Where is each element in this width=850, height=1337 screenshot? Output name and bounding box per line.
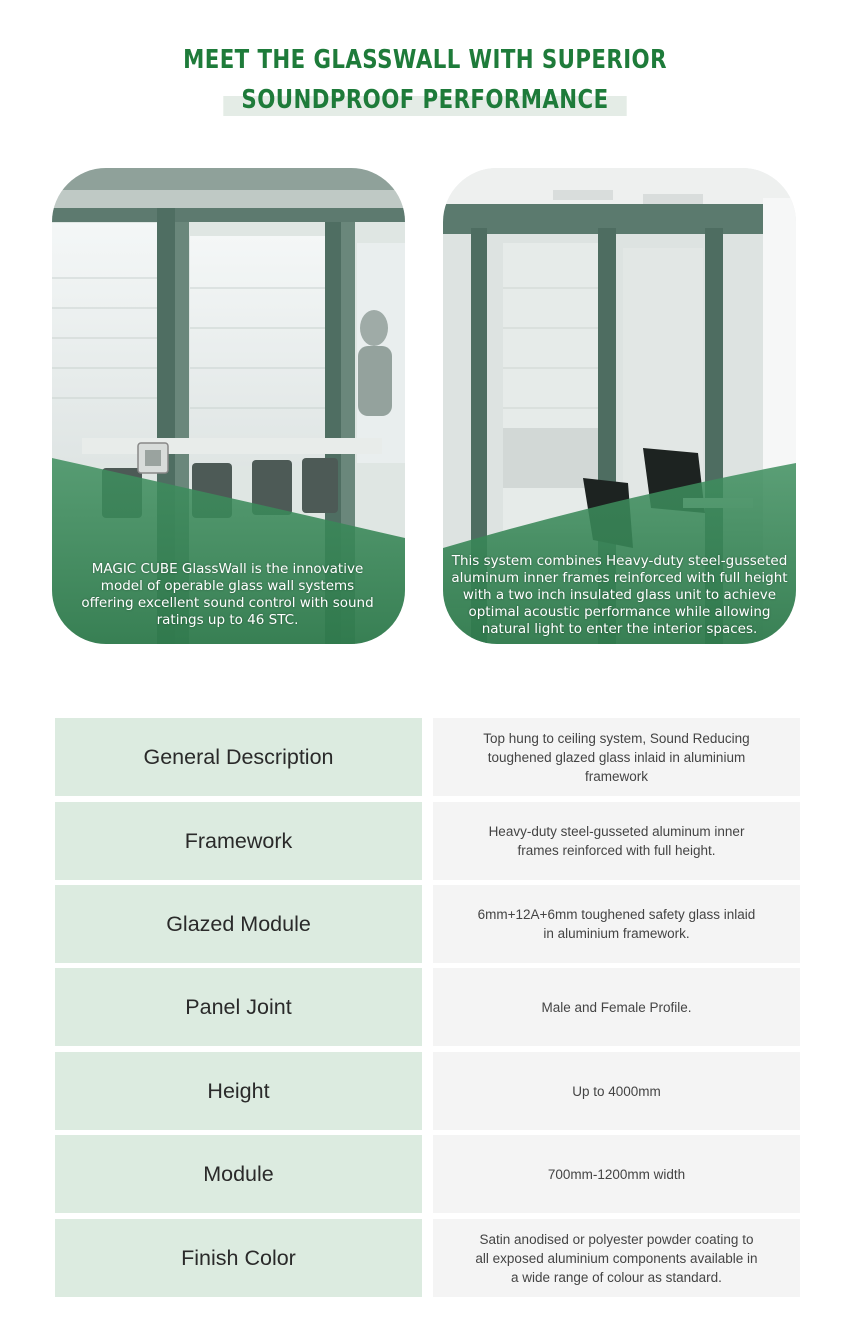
spec-value: Satin anodised or polyester powder coating to all exposed aluminium components available in a wide range of colour as standard. <box>433 1219 800 1297</box>
spec-value: Top hung to ceiling system, Sound Reducing toughened glazed glass inlaid in aluminium framework <box>433 718 800 796</box>
photo-right-caption: This system combines Heavy-duty steel-gusseted aluminum inner frames reinforced with full height with a two inch insulated glass unit to achieve optimal acoustic performance while allowing natural light to enter the interior spaces. <box>451 553 788 637</box>
spec-row-panel-joint <box>55 968 800 1046</box>
spec-label: General Description <box>55 718 422 796</box>
heading-line-2: SOUNDPROOF PERFORMANCE <box>241 85 609 115</box>
spec-row-framework <box>55 802 800 880</box>
spec-value: Heavy-duty steel-gusseted aluminum inner frames reinforced with full height. <box>433 802 800 880</box>
office-photo-left <box>52 168 405 644</box>
spec-value: Up to 4000mm <box>433 1052 800 1130</box>
heading-line-1: MEET THE GLASSWALL WITH SUPERIOR <box>183 45 667 75</box>
spec-row-height <box>55 1052 800 1130</box>
spec-row-finish-color <box>55 1219 800 1297</box>
spec-value: 6mm+12A+6mm toughened safety glass inlaid in aluminium framework. <box>433 885 800 963</box>
spec-row-module <box>55 1135 800 1213</box>
spec-row-glazed-module <box>55 885 800 963</box>
spec-value: 700mm-1200mm width <box>433 1135 800 1213</box>
spec-label: Panel Joint <box>55 968 422 1046</box>
spec-label: Module <box>55 1135 422 1213</box>
spec-label: Glazed Module <box>55 885 422 963</box>
photo-left-caption: MAGIC CUBE GlassWall is the innovative model of operable glass wall systems offering excellent sound control with sound ratings up to 46 STC. <box>81 561 374 628</box>
spec-label: Framework <box>55 802 422 880</box>
spec-value: Male and Female Profile. <box>433 968 800 1046</box>
spec-row-general-description <box>55 718 800 796</box>
office-photo-right <box>443 168 796 644</box>
spec-label: Height <box>55 1052 422 1130</box>
page-heading <box>0 40 850 120</box>
spec-label: Finish Color <box>55 1219 422 1297</box>
